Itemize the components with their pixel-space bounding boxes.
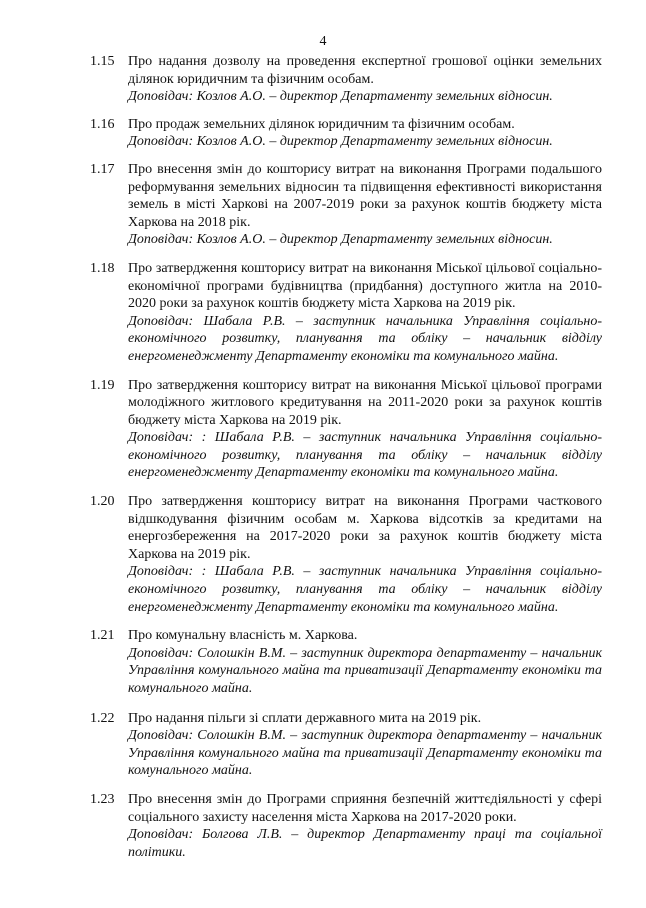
item-number: 1.21 bbox=[90, 628, 115, 644]
item-reporter: Доповідач: Солошкін В.М. – заступник директора департаменту – начальник Управління комунального майна та приватизації Департаменту економіки та комунального майна. bbox=[128, 645, 602, 696]
item-title: Про комунальну власність м. Харкова. bbox=[128, 628, 358, 644]
page-number: 4 bbox=[319, 34, 327, 49]
item-number: 1.16 bbox=[90, 116, 115, 132]
item-reporter: Доповідач: Солошкін В.М. – заступник директора департаменту – начальник Управління комунального майна та приватизації Департаменту економіки та комунального майна. bbox=[128, 728, 602, 779]
agenda-list bbox=[90, 53, 602, 861]
agenda-item bbox=[90, 260, 602, 366]
item-title: Про надання пільги зі сплати державного мита на 2019 рік. bbox=[128, 710, 482, 726]
item-title: Про продаж земельних ділянок юридичним та фізичним особам. bbox=[128, 116, 515, 132]
item-title: Про надання дозволу на проведення експертної грошової оцінки земельних ділянок юридичним та фізичним особам. bbox=[128, 54, 602, 87]
item-content bbox=[128, 377, 602, 483]
agenda-item bbox=[90, 377, 602, 483]
item-number: 1.23 bbox=[90, 791, 115, 807]
item-title: Про затвердження кошторису витрат на виконання Програми часткового відшкодування фізичним особам м. Харкова відсотків за кредитами на енергозбереження на 2017-2020 роки за рахунок коштів бюджету міста Харкова на 2019 рік. bbox=[128, 494, 602, 562]
item-number: 1.20 bbox=[90, 494, 115, 510]
item-content bbox=[128, 161, 602, 249]
item-reporter: Доповідач: Козлов А.О. – директор Департаменту земельних відносин. bbox=[128, 89, 553, 105]
item-reporter: Доповідач: Болгова Л.В. – директор Департаменту праці та соціальної політики. bbox=[128, 827, 602, 860]
item-reporter: Доповідач: : Шабала Р.В. – заступник начальника Управління соціально-економічного розвитку, планування та обліку – начальник відділу енергоменеджменту Департаменту економіки та комунального майна. bbox=[128, 430, 602, 481]
agenda-item bbox=[90, 161, 602, 249]
item-content bbox=[128, 493, 602, 616]
item-number: 1.15 bbox=[90, 54, 115, 69]
agenda-item bbox=[90, 53, 602, 106]
item-content bbox=[128, 53, 602, 106]
item-reporter: Доповідач: Козлов А.О. – директор Департаменту земельних відносин. bbox=[128, 134, 553, 150]
agenda-item bbox=[90, 493, 602, 616]
agenda-item bbox=[90, 627, 602, 697]
item-content bbox=[128, 116, 602, 151]
item-reporter: Доповідач: Шабала Р.В. – заступник начальника Управління соціально-економічного розвитку, планування та обліку – начальник відділу енергоменеджменту Департаменту економіки та комунального майна. bbox=[128, 313, 602, 364]
item-content bbox=[128, 627, 602, 697]
agenda-item bbox=[90, 116, 602, 151]
item-title: Про затвердження кошторису витрат на виконання Міської цільової соціально-економічної програми будівництва (придбання) доступного житла на 2010-2020 роки за рахунок коштів бюджету міста Харкова на 2019 рік. bbox=[128, 260, 602, 312]
agenda-item bbox=[90, 791, 602, 861]
agenda-item bbox=[90, 710, 602, 780]
item-title: Про внесення змін до Програми сприяння безпечній життєдіяльності у сфері соціального захисту населення міста Харкова на 2017-2020 роки. bbox=[128, 791, 602, 825]
item-title: Про затвердження кошторису витрат на виконання Міської цільової програми молодіжного житлового кредитування на 2011-2020 роки за рахунок коштів бюджету міста Харкова на 2019 рік. bbox=[128, 377, 602, 428]
item-number: 1.19 bbox=[90, 377, 115, 393]
item-number: 1.22 bbox=[90, 710, 115, 726]
item-content bbox=[128, 710, 602, 780]
item-reporter: Доповідач: Козлов А.О. – директор Департаменту земельних відносин. bbox=[128, 232, 553, 248]
item-content bbox=[128, 260, 602, 366]
item-number: 1.18 bbox=[90, 260, 115, 276]
item-number: 1.17 bbox=[90, 161, 115, 177]
item-content bbox=[128, 791, 602, 861]
item-title: Про внесення змін до кошторису витрат на виконання Програми подальшого реформування земельних відносин та підвищення ефективності використання земель в місті Харкові на 2007-2019 роки за рахунок коштів бюджету міста Харкова на 2018 рік. bbox=[128, 161, 602, 230]
item-reporter: Доповідач: : Шабала Р.В. – заступник начальника Управління соціально-економічного розвитку, планування та обліку – начальник відділу енергоменеджменту Департаменту економіки та комунального майна. bbox=[128, 564, 602, 615]
